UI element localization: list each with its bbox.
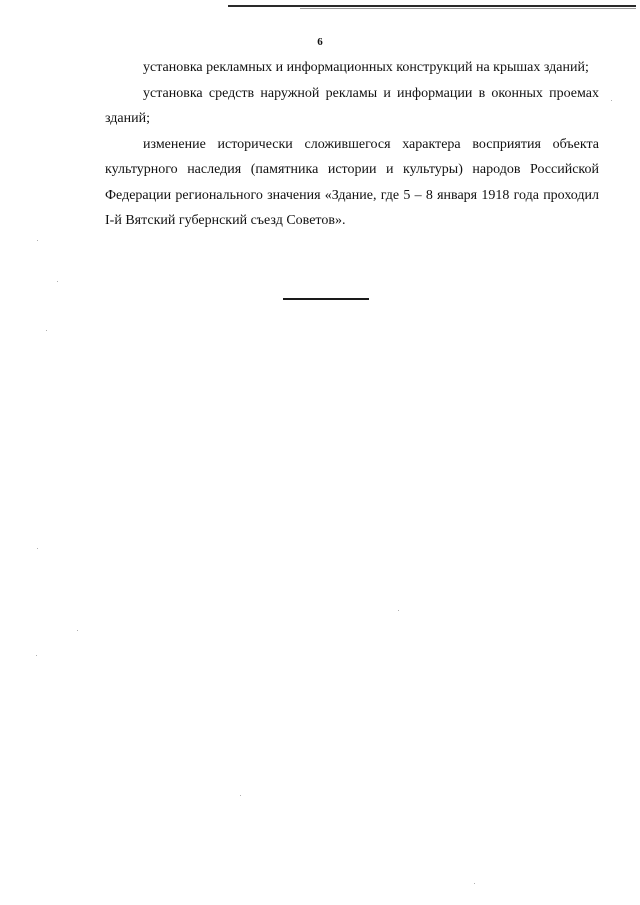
body-text: [105, 55, 599, 234]
scan-speck: [37, 548, 38, 549]
scan-speck: [57, 281, 58, 282]
scan-speck: [37, 240, 38, 241]
scan-speck: [398, 610, 399, 611]
paragraph-heritage-perception: изменение исторически сложившегося характера восприятия объекта культурного наследия (памятника истории и культуры) народов Российской Федерации регионального значения «Здание, где 5 – 8 января 1918 года проходил I-й Вятский губернский съезд Советов».: [105, 136, 599, 228]
scan-speck: [611, 100, 612, 101]
scan-edge-line-thin: [300, 8, 636, 9]
scan-speck: [46, 330, 47, 331]
scan-speck: [36, 655, 37, 656]
paragraph-window-advertising: установка средств наружной рекламы и информации в оконных проемах зданий;: [105, 85, 599, 126]
paragraph-roof-advertising: установка рекламных и информационных конструкций на крышах зданий;: [143, 60, 589, 75]
scan-edge-line: [228, 5, 636, 7]
scan-speck: [240, 795, 241, 796]
scan-speck: [474, 883, 475, 884]
end-of-text-rule: [283, 298, 369, 300]
page-number: 6: [317, 36, 323, 48]
scan-speck: [77, 630, 78, 631]
